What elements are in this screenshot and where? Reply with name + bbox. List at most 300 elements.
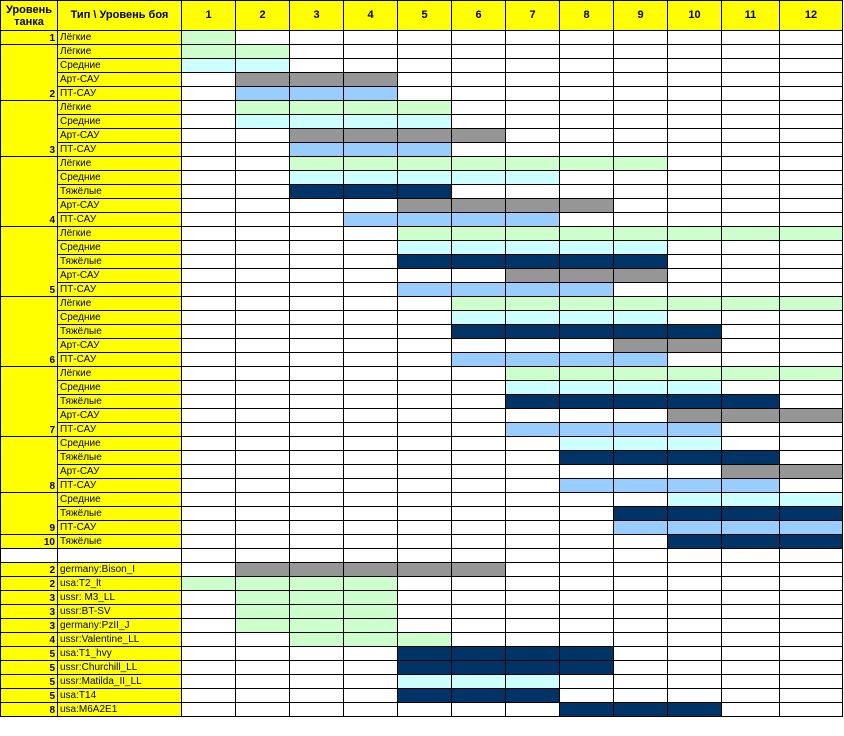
- level-cell-filled: [614, 339, 668, 353]
- table-row: [1, 591, 843, 605]
- level-cell: [344, 353, 398, 367]
- level-cell: [722, 269, 780, 283]
- level-cell-filled: [722, 507, 780, 521]
- level-cell: [344, 255, 398, 269]
- level-cell: [780, 591, 843, 605]
- level-cell-filled: [344, 171, 398, 185]
- level-cell: [182, 367, 236, 381]
- level-cell: [182, 451, 236, 465]
- level-cell-filled: [506, 353, 560, 367]
- level-cell-filled: [452, 661, 506, 675]
- level-cell: [560, 213, 614, 227]
- level-cell-filled: [614, 381, 668, 395]
- level-cell-filled: [344, 605, 398, 619]
- level-cell: [780, 479, 843, 493]
- level-cell: [614, 661, 668, 675]
- level-cell: [614, 73, 668, 87]
- level-cell: [780, 689, 843, 703]
- level-cell: [398, 535, 452, 549]
- level-cell: [290, 507, 344, 521]
- level-cell: [668, 591, 722, 605]
- vehicle-type-cell: Лёгкие: [58, 101, 182, 115]
- spacer-cell: [58, 549, 182, 563]
- level-cell-filled: [780, 493, 843, 507]
- level-cell: [452, 409, 506, 423]
- level-cell: [236, 451, 290, 465]
- level-cell: [290, 227, 344, 241]
- level-cell: [780, 339, 843, 353]
- table-row: [1, 143, 843, 157]
- level-cell: [506, 605, 560, 619]
- level-cell: [560, 115, 614, 129]
- level-cell: [290, 535, 344, 549]
- level-cell: [780, 661, 843, 675]
- level-cell: [290, 367, 344, 381]
- level-cell-filled: [780, 465, 843, 479]
- level-cell: [452, 339, 506, 353]
- level-cell-filled: [398, 689, 452, 703]
- level-cell-filled: [452, 199, 506, 213]
- level-cell: [780, 605, 843, 619]
- level-cell-filled: [722, 465, 780, 479]
- table-row: [1, 87, 843, 101]
- level-cell-filled: [722, 535, 780, 549]
- table-row: [1, 157, 843, 171]
- level-cell: [668, 633, 722, 647]
- level-cell: [236, 171, 290, 185]
- level-cell: [668, 283, 722, 297]
- level-cell: [452, 185, 506, 199]
- level-cell: [722, 311, 780, 325]
- level-cell: [560, 339, 614, 353]
- level-cell: [780, 171, 843, 185]
- level-cell: [780, 311, 843, 325]
- level-cell: [722, 647, 780, 661]
- tank-tier-cell: 3: [1, 605, 58, 619]
- level-cell: [236, 423, 290, 437]
- level-cell: [722, 255, 780, 269]
- level-cell-filled: [668, 395, 722, 409]
- level-cell: [344, 339, 398, 353]
- level-cell: [236, 381, 290, 395]
- level-cell: [398, 605, 452, 619]
- level-cell-filled: [236, 101, 290, 115]
- table-row: [1, 115, 843, 129]
- level-cell-filled: [290, 605, 344, 619]
- level-cell-filled: [560, 255, 614, 269]
- level-cell: [182, 115, 236, 129]
- level-cell-filled: [290, 101, 344, 115]
- level-cell-filled: [506, 241, 560, 255]
- level-cell: [290, 689, 344, 703]
- level-cell: [452, 633, 506, 647]
- level-cell-filled: [560, 479, 614, 493]
- vehicle-type-cell: Средние: [58, 493, 182, 507]
- level-cell-filled: [668, 521, 722, 535]
- level-cell: [290, 409, 344, 423]
- level-cell: [182, 423, 236, 437]
- level-cell-filled: [398, 675, 452, 689]
- level-cell: [560, 689, 614, 703]
- level-cell-filled: [780, 507, 843, 521]
- level-cell-filled: [722, 367, 780, 381]
- level-cell: [182, 255, 236, 269]
- level-cell: [452, 115, 506, 129]
- level-cell-filled: [452, 283, 506, 297]
- level-cell: [182, 73, 236, 87]
- level-cell-filled: [290, 115, 344, 129]
- level-cell-filled: [722, 479, 780, 493]
- tank-name-cell: usa:M6A2E1: [58, 703, 182, 717]
- level-cell-filled: [614, 423, 668, 437]
- battle-level-header: 4: [344, 1, 398, 31]
- level-cell: [398, 367, 452, 381]
- tank-tier-cell: 3: [1, 101, 58, 157]
- level-cell: [668, 45, 722, 59]
- level-cell-filled: [668, 535, 722, 549]
- level-cell: [668, 311, 722, 325]
- level-cell: [722, 101, 780, 115]
- level-cell: [344, 409, 398, 423]
- vehicle-type-cell: Средние: [58, 311, 182, 325]
- tank-tier-cell: 3: [1, 619, 58, 633]
- table-row: [1, 31, 843, 45]
- level-cell: [398, 479, 452, 493]
- level-cell-filled: [668, 507, 722, 521]
- level-cell-filled: [506, 157, 560, 171]
- level-cell-filled: [560, 647, 614, 661]
- level-cell-filled: [344, 577, 398, 591]
- level-cell: [290, 395, 344, 409]
- level-cell-filled: [182, 45, 236, 59]
- level-cell: [236, 185, 290, 199]
- vehicle-type-cell: Лёгкие: [58, 367, 182, 381]
- level-cell-filled: [506, 661, 560, 675]
- level-cell: [182, 633, 236, 647]
- level-cell: [398, 437, 452, 451]
- level-cell: [668, 199, 722, 213]
- tank-name-cell: ussr:Valentine_LL: [58, 633, 182, 647]
- level-cell: [452, 451, 506, 465]
- level-cell: [398, 591, 452, 605]
- table-row: [1, 675, 843, 689]
- tank-name-cell: germany:PzII_J: [58, 619, 182, 633]
- level-cell-filled: [560, 703, 614, 717]
- level-cell: [398, 59, 452, 73]
- level-cell: [182, 325, 236, 339]
- level-cell: [614, 465, 668, 479]
- level-cell: [398, 269, 452, 283]
- tank-tier-cell: 5: [1, 647, 58, 661]
- level-cell: [506, 521, 560, 535]
- level-cell: [506, 115, 560, 129]
- level-cell: [614, 143, 668, 157]
- level-cell: [182, 171, 236, 185]
- level-cell: [398, 353, 452, 367]
- level-cell: [236, 353, 290, 367]
- level-cell: [506, 563, 560, 577]
- level-cell: [236, 311, 290, 325]
- level-cell: [344, 283, 398, 297]
- level-cell-filled: [722, 395, 780, 409]
- vehicle-type-cell: Тяжёлые: [58, 185, 182, 199]
- level-cell-filled: [614, 437, 668, 451]
- level-cell: [236, 367, 290, 381]
- level-cell: [344, 493, 398, 507]
- level-cell: [780, 451, 843, 465]
- level-cell: [452, 535, 506, 549]
- level-cell: [668, 213, 722, 227]
- level-cell: [344, 199, 398, 213]
- level-cell: [780, 269, 843, 283]
- level-cell-filled: [452, 689, 506, 703]
- level-cell: [614, 101, 668, 115]
- level-cell: [780, 115, 843, 129]
- level-cell: [452, 31, 506, 45]
- vehicle-type-cell: Тяжёлые: [58, 255, 182, 269]
- level-cell-filled: [236, 87, 290, 101]
- header-row: [1, 1, 843, 31]
- level-cell: [560, 101, 614, 115]
- level-cell: [668, 31, 722, 45]
- level-cell: [722, 87, 780, 101]
- level-cell: [182, 479, 236, 493]
- level-cell-filled: [290, 171, 344, 185]
- vehicle-type-cell: Средние: [58, 437, 182, 451]
- level-cell: [182, 395, 236, 409]
- table-row: [1, 213, 843, 227]
- level-cell: [506, 101, 560, 115]
- level-cell: [780, 703, 843, 717]
- level-cell: [452, 381, 506, 395]
- level-cell: [290, 213, 344, 227]
- level-cell: [560, 605, 614, 619]
- vehicle-type-cell: ПТ-САУ: [58, 479, 182, 493]
- table-row: [1, 479, 843, 493]
- level-cell: [344, 479, 398, 493]
- level-cell-filled: [506, 381, 560, 395]
- level-cell-filled: [398, 157, 452, 171]
- level-cell-filled: [398, 255, 452, 269]
- level-cell: [290, 241, 344, 255]
- level-cell-filled: [506, 199, 560, 213]
- level-cell: [668, 157, 722, 171]
- level-cell-filled: [452, 157, 506, 171]
- level-cell: [236, 199, 290, 213]
- table-row: [1, 283, 843, 297]
- vehicle-type-cell: Арт-САУ: [58, 339, 182, 353]
- level-cell-filled: [560, 283, 614, 297]
- tank-tier-cell: 4: [1, 157, 58, 227]
- level-cell: [290, 451, 344, 465]
- level-cell: [722, 437, 780, 451]
- level-cell: [344, 661, 398, 675]
- level-cell-filled: [506, 395, 560, 409]
- level-cell: [290, 269, 344, 283]
- level-cell: [236, 143, 290, 157]
- level-cell: [722, 325, 780, 339]
- level-cell: [506, 493, 560, 507]
- tank-name-cell: usa:T2_lt: [58, 577, 182, 591]
- spacer-cell: [780, 549, 843, 563]
- level-cell: [722, 143, 780, 157]
- spacer-cell: [722, 549, 780, 563]
- vehicle-type-cell: Арт-САУ: [58, 409, 182, 423]
- level-cell: [780, 101, 843, 115]
- table-row: [1, 661, 843, 675]
- level-cell-filled: [560, 451, 614, 465]
- level-cell-filled: [614, 395, 668, 409]
- level-cell: [722, 73, 780, 87]
- level-cell: [236, 31, 290, 45]
- tank-tier-cell: 1: [1, 31, 58, 45]
- level-cell-filled: [560, 227, 614, 241]
- level-cell: [668, 619, 722, 633]
- battle-level-header: 3: [290, 1, 344, 31]
- level-cell: [668, 465, 722, 479]
- level-cell: [452, 577, 506, 591]
- level-cell-filled: [452, 311, 506, 325]
- level-cell-filled: [614, 311, 668, 325]
- tank-name-cell: ussr:BT-SV: [58, 605, 182, 619]
- level-cell: [182, 507, 236, 521]
- level-cell: [344, 31, 398, 45]
- spacer-row: [1, 549, 843, 563]
- battle-level-header: 6: [452, 1, 506, 31]
- battle-level-header: 10: [668, 1, 722, 31]
- vehicle-type-cell: ПТ-САУ: [58, 521, 182, 535]
- level-cell: [398, 493, 452, 507]
- level-cell-filled: [398, 227, 452, 241]
- level-cell: [614, 493, 668, 507]
- battle-level-header: 1: [182, 1, 236, 31]
- level-cell: [290, 381, 344, 395]
- spacer-cell: [506, 549, 560, 563]
- table-row: [1, 199, 843, 213]
- level-cell: [506, 31, 560, 45]
- level-cell: [614, 675, 668, 689]
- level-cell: [182, 185, 236, 199]
- vehicle-type-cell: Арт-САУ: [58, 129, 182, 143]
- table-row: [1, 451, 843, 465]
- level-cell: [236, 241, 290, 255]
- tank-tier-cell: 9: [1, 493, 58, 535]
- level-cell-filled: [560, 311, 614, 325]
- table-row: [1, 297, 843, 311]
- level-cell: [452, 423, 506, 437]
- level-cell: [182, 269, 236, 283]
- level-cell: [780, 563, 843, 577]
- level-cell: [398, 381, 452, 395]
- level-cell: [344, 297, 398, 311]
- level-cell-filled: [668, 703, 722, 717]
- level-cell-filled: [398, 563, 452, 577]
- level-cell: [614, 171, 668, 185]
- level-cell: [344, 241, 398, 255]
- table-row: [1, 437, 843, 451]
- level-cell-filled: [452, 297, 506, 311]
- level-cell: [780, 45, 843, 59]
- level-cell: [506, 703, 560, 717]
- level-cell-filled: [668, 339, 722, 353]
- level-cell-filled: [452, 227, 506, 241]
- level-cell: [290, 325, 344, 339]
- level-cell: [182, 241, 236, 255]
- battle-level-header: 7: [506, 1, 560, 31]
- level-cell: [780, 633, 843, 647]
- level-cell-filled: [452, 647, 506, 661]
- level-cell: [452, 45, 506, 59]
- tank-tier-cell: 2: [1, 45, 58, 101]
- level-cell: [344, 45, 398, 59]
- table-row: [1, 311, 843, 325]
- level-cell-filled: [344, 87, 398, 101]
- level-cell: [398, 325, 452, 339]
- level-cell: [668, 87, 722, 101]
- spacer-cell: [344, 549, 398, 563]
- tank-tier-cell: 5: [1, 689, 58, 703]
- level-cell-filled: [560, 297, 614, 311]
- level-cell: [182, 213, 236, 227]
- level-cell: [668, 101, 722, 115]
- vehicle-type-cell: Лёгкие: [58, 297, 182, 311]
- level-cell-filled: [668, 381, 722, 395]
- level-cell-filled: [722, 409, 780, 423]
- level-cell-filled: [452, 171, 506, 185]
- level-cell: [236, 647, 290, 661]
- level-cell-filled: [182, 577, 236, 591]
- level-cell: [614, 199, 668, 213]
- level-cell-filled: [236, 591, 290, 605]
- level-cell: [560, 171, 614, 185]
- level-cell: [614, 45, 668, 59]
- level-cell: [614, 87, 668, 101]
- level-cell: [236, 339, 290, 353]
- level-cell: [780, 255, 843, 269]
- level-cell: [722, 577, 780, 591]
- tank-tier-cell: 8: [1, 437, 58, 493]
- level-cell: [560, 143, 614, 157]
- table-row: [1, 381, 843, 395]
- level-cell: [780, 647, 843, 661]
- level-cell: [236, 675, 290, 689]
- level-cell: [452, 395, 506, 409]
- level-cell: [236, 157, 290, 171]
- level-cell: [506, 535, 560, 549]
- level-cell-filled: [452, 213, 506, 227]
- level-cell: [668, 59, 722, 73]
- level-cell: [560, 591, 614, 605]
- level-cell: [506, 143, 560, 157]
- level-cell-filled: [344, 619, 398, 633]
- level-cell-filled: [344, 73, 398, 87]
- tank-tier-cell: 5: [1, 227, 58, 297]
- level-cell: [344, 367, 398, 381]
- level-cell-filled: [290, 185, 344, 199]
- level-cell-filled: [614, 451, 668, 465]
- level-cell-filled: [290, 577, 344, 591]
- table-row: [1, 59, 843, 73]
- level-cell: [722, 605, 780, 619]
- level-cell: [722, 633, 780, 647]
- level-cell: [506, 465, 560, 479]
- level-cell: [182, 675, 236, 689]
- level-cell: [614, 563, 668, 577]
- level-cell-filled: [560, 241, 614, 255]
- level-cell: [182, 661, 236, 675]
- level-cell: [668, 661, 722, 675]
- level-cell-filled: [398, 633, 452, 647]
